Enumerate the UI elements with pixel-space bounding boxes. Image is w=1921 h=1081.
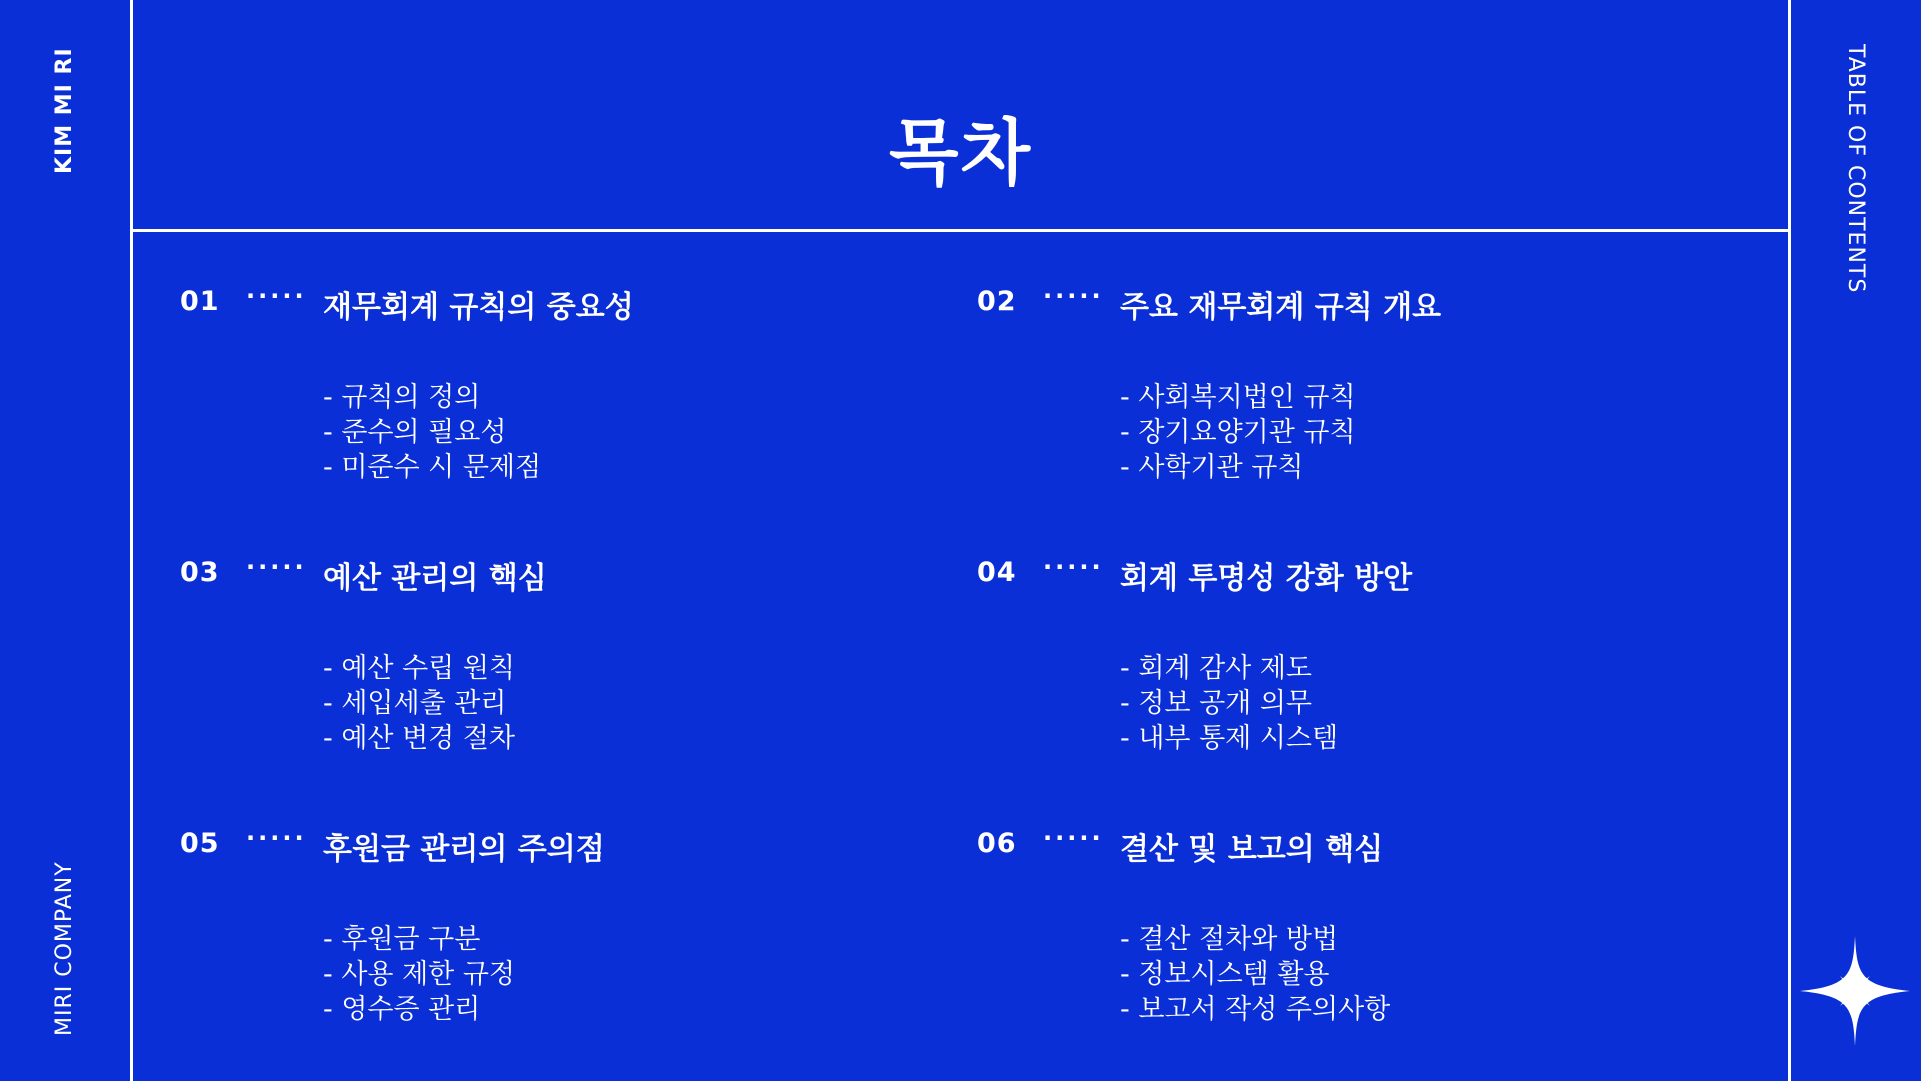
- page-title: 목차: [888, 111, 1033, 195]
- list-item: - 예산 변경 절차: [323, 723, 515, 754]
- section-heading: 회계 투명성 강화 방안: [1120, 561, 1413, 596]
- list-item: - 세입세출 관리: [323, 688, 507, 719]
- section-heading: 예산 관리의 핵심: [323, 561, 547, 596]
- section-heading: 주요 재무회계 규칙 개요: [1120, 290, 1442, 325]
- subitem-list: [1120, 380, 1356, 485]
- list-item: - 규칙의 정의: [323, 382, 481, 413]
- list-item: - 결산 절차와 방법: [1120, 924, 1339, 955]
- title-divider-line: [130, 229, 1791, 232]
- list-item: - 정보 공개 의무: [1120, 688, 1312, 719]
- section-heading: 재무회계 규칙의 중요성: [323, 290, 634, 325]
- list-item: - 후원금 구분: [323, 924, 481, 955]
- dot-leader: ·····: [1043, 824, 1104, 852]
- author-name: KIM MI RI: [52, 47, 77, 174]
- dot-leader: ·····: [246, 824, 307, 852]
- list-item: - 장기요양기관 규칙: [1120, 417, 1356, 448]
- subitem-list: [323, 651, 515, 756]
- section-number: 03: [180, 557, 220, 588]
- list-item: - 사학기관 규칙: [1120, 452, 1304, 483]
- subitem-list: [1120, 922, 1390, 1027]
- section-number: 06: [977, 828, 1017, 859]
- dot-leader: ·····: [246, 553, 307, 581]
- company-name: MIRI COMPANY: [52, 861, 77, 1036]
- section-number: 04: [977, 557, 1017, 588]
- section-number: 01: [180, 286, 220, 317]
- list-item: - 영수증 관리: [323, 994, 481, 1025]
- dot-leader: ·····: [1043, 282, 1104, 310]
- section-number: 02: [977, 286, 1017, 317]
- list-item: - 사용 제한 규정: [323, 959, 515, 990]
- section-heading: 후원금 관리의 주의점: [323, 832, 605, 867]
- subitem-list: [323, 922, 515, 1027]
- section-number: 05: [180, 828, 220, 859]
- subitem-list: [323, 380, 541, 485]
- list-item: - 준수의 필요성: [323, 417, 507, 448]
- dot-leader: ·····: [1043, 553, 1104, 581]
- right-divider-line: [1788, 0, 1791, 1081]
- section-label: TABLE OF CONTENTS: [1843, 44, 1868, 294]
- list-item: - 미준수 시 문제점: [323, 452, 542, 483]
- sparkle-star-icon: [1800, 936, 1910, 1046]
- list-item: - 사회복지법인 규칙: [1120, 382, 1356, 413]
- list-item: - 회계 감사 제도: [1120, 653, 1312, 684]
- list-item: - 보고서 작성 주의사항: [1120, 994, 1391, 1025]
- section-heading: 결산 및 보고의 핵심: [1120, 832, 1384, 867]
- list-item: - 내부 통제 시스템: [1120, 723, 1339, 754]
- list-item: - 예산 수립 원칙: [323, 653, 515, 684]
- dot-leader: ·····: [246, 282, 307, 310]
- list-item: - 정보시스템 활용: [1120, 959, 1330, 990]
- subitem-list: [1120, 651, 1338, 756]
